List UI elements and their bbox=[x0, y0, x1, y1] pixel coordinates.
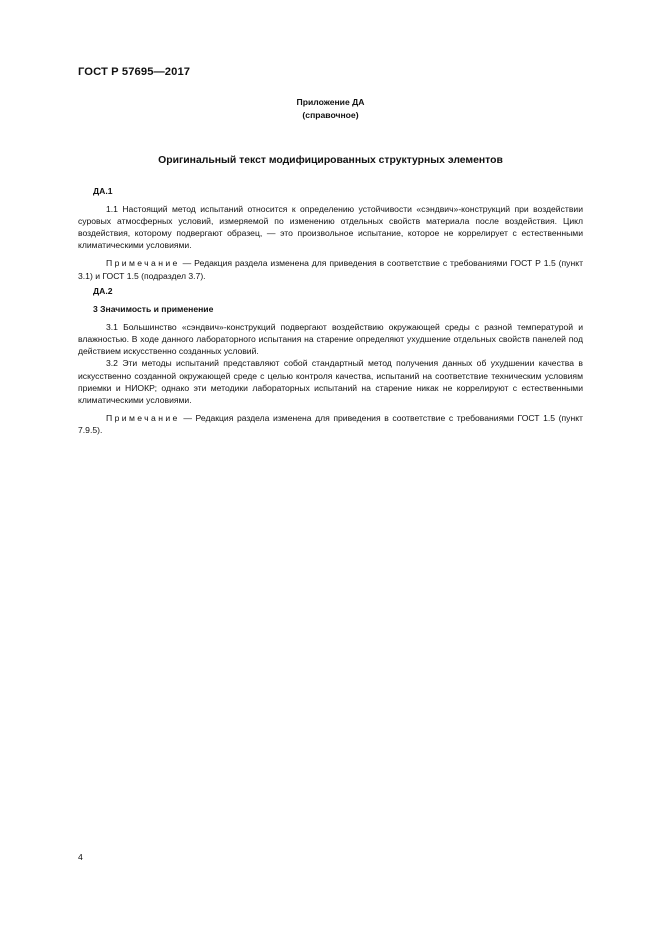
note-text: — Редакция раздела изменена для приведения в соответствие с требованиями ГОСТ Р 1.5 (пункт 3.1) и ГОСТ 1.5 (подраздел 3.7). bbox=[78, 258, 583, 281]
note bbox=[78, 412, 583, 436]
paragraph: 3.2 Эти методы испытаний представляют собой стандартный метод получения данных об ухудшении качества в искусственно созданной окружающей среде с целью контроля качества, испытаний на соответствие техническим условиям приемки и НИОКР; однако эти методики лабораторных испытаний на старение никак не коррелируют с естественными климатическими условиями. bbox=[78, 358, 583, 405]
note bbox=[78, 257, 583, 281]
note-prefix: Примечание bbox=[106, 258, 180, 269]
main-heading: Оригинальный текст модифицированных структурных элементов bbox=[158, 155, 503, 166]
note-prefix: Примечание bbox=[106, 412, 180, 423]
section-da1 bbox=[78, 185, 583, 282]
note-text: — Редакция раздела изменена для приведения в соответствие с требованиями ГОСТ 1.5 (пункт 7.9.5). bbox=[78, 412, 583, 435]
section-label: ДА.1 bbox=[93, 186, 113, 196]
document-code: ГОСТ Р 57695—2017 bbox=[78, 66, 191, 78]
paragraph: 3.1 Большинство «сэндвич»-конструкций подвергают воздействию окружающей среды с разной температурой и влажностью. В ходе данного лабораторного испытания на старение определяют ухудшение отдельных свойств панелей под действием искусственно созданных условий. bbox=[78, 322, 583, 357]
appendix-subtitle: (справочное) bbox=[302, 110, 359, 120]
paragraph: 1.1 Настоящий метод испытаний относится к определению устойчивости «сэндвич»-конструкций при воздействии суровых атмосферных условий, измеряемой по изменению отдельных свойств материала после воздействия. Цикл воздействия, которому подвергают образец, — это произвольное испытание, которое не коррелирует с естественными климатическими условиями. bbox=[78, 204, 583, 251]
page-number: 4 bbox=[78, 852, 83, 862]
section-subheading: 3 Значимость и применение bbox=[93, 304, 214, 315]
section-da2 bbox=[78, 285, 583, 436]
section-label: ДА.2 bbox=[93, 286, 113, 296]
appendix-title-block bbox=[0, 96, 661, 122]
appendix-title: Приложение ДА bbox=[296, 97, 365, 107]
